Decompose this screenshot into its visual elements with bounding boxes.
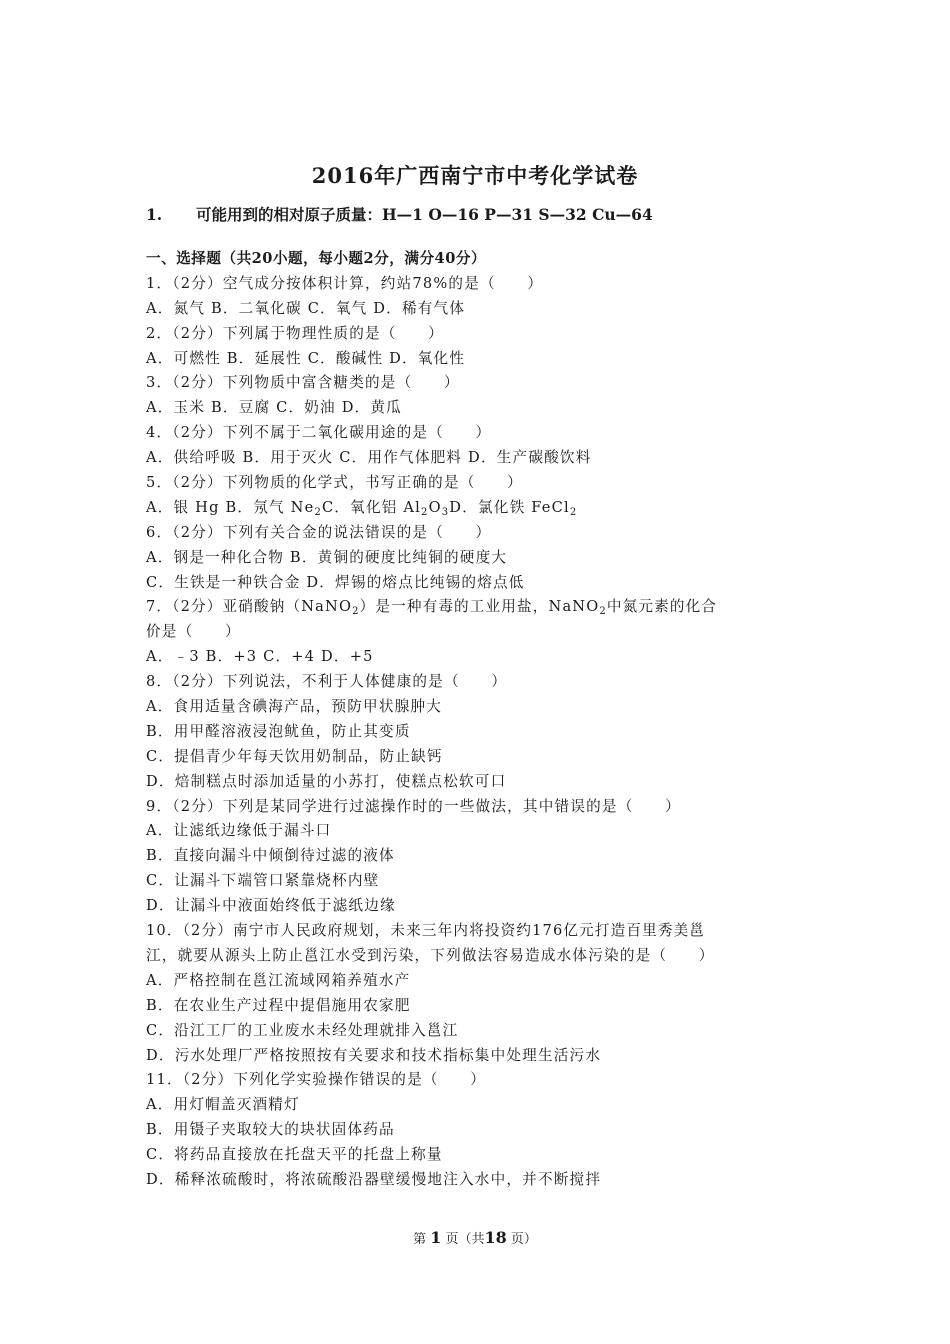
question-11-option-a: A．用灯帽盖灭酒精灯 [146, 1096, 300, 1114]
atomic-mass-number: 1. [146, 205, 163, 224]
footer-prefix: 第 [413, 1232, 427, 1247]
question-3-stem: 3．（2分）下列物质中富含糖类的是（ ） [146, 374, 460, 392]
atomic-mass-line [146, 203, 653, 225]
question-6-stem: 6．（2分）下列有关合金的说法错误的是（ ） [146, 523, 492, 541]
question-6-options-1: A．钢是一种化合物 B．黄铜的硬度比纯铜的硬度大 [146, 548, 508, 566]
question-4-stem: 4．（2分）下列不属于二氧化碳用途的是（ ） [146, 424, 492, 442]
question-10-option-c: C．沿江工厂的工业废水未经处理就排入邕江 [146, 1021, 459, 1039]
question-5-options [146, 496, 806, 521]
question-9-option-c: C．让漏斗下端管口紧靠烧杯内壁 [146, 872, 380, 890]
question-8-stem: 8．（2分）下列说法，不利于人体健康的是（ ） [146, 673, 508, 691]
footer-middle: 页（共 [445, 1232, 485, 1247]
question-9-option-a: A．让滤纸边缘低于漏斗口 [146, 822, 332, 840]
section-heading: 一、选择题（共20小题，每小题2分，满分40分） [146, 250, 487, 267]
question-1-stem: 1．（2分）空气成分按体积计算，约站78%的是（ ） [146, 274, 544, 292]
page-title: 2016年广西南宁市中考化学试卷 [311, 163, 639, 188]
question-5-stem: 5．（2分）下列物质的化学式，书写正确的是（ ） [146, 474, 523, 492]
question-3-options: A．玉米 B．豆腐 C．奶油 D．黄瓜 [146, 399, 402, 417]
question-8-option-d: D．焙制糕点时添加适量的小苏打，使糕点松软可口 [146, 772, 507, 790]
q7-stem-a: 7．（2分）亚硝酸钠（NaNO [146, 598, 353, 616]
question-2-options: A．可燃性 B．延展性 C．酸碱性 D．氧化性 [146, 349, 466, 367]
question-4-options: A．供给呼吸 B．用于灭火 C．用作气体肥料 D．生产碳酸饮料 [146, 449, 592, 467]
q5-option-d: D．氯化铁 FeCl [449, 498, 570, 516]
q5-option-c-o: O [428, 498, 442, 516]
question-content [146, 247, 806, 1193]
question-7-stem-2: 价是（ ） [146, 623, 241, 641]
question-2-stem: 2．（2分）下列属于物理性质的是（ ） [146, 324, 444, 342]
question-7-options: A．﹣3 B．+3 C．+4 D．+5 [146, 648, 374, 666]
question-10-stem-2: 江，就要从源头上防止邕江水受到污染，下列做法容易造成水体污染的是（ ） [146, 946, 715, 964]
question-8-option-b: B．用甲醛溶液浸泡鱿鱼，防止其变质 [146, 722, 411, 740]
question-6-options-2: C．生铁是一种铁合金 D．焊锡的熔点比纯锡的熔点低 [146, 573, 525, 591]
atomic-mass-text: 可能用到的相对原子质量：H—1 O—16 P—31 S—32 Cu—64 [196, 205, 653, 224]
question-7-stem [146, 595, 806, 620]
question-11-option-c: C．将药品直接放在托盘天平的托盘上称量 [146, 1146, 443, 1164]
q5-sub-3: 3 [441, 506, 450, 518]
question-9-option-b: B．直接向漏斗中倾倒待过滤的液体 [146, 847, 395, 865]
footer-suffix: 页） [510, 1232, 537, 1247]
question-10-option-a: A．严格控制在邕江流域网箱养殖水产 [146, 971, 411, 989]
question-8-option-a: A．食用适量含碘海产品，预防甲状腺肿大 [146, 698, 443, 716]
q7-stem-b: ）是一种有毒的工业用盐，NaNO [359, 598, 600, 616]
footer-page-number: 1 [430, 1228, 442, 1247]
question-9-option-d: D．让漏斗中液面始终低于滤纸边缘 [146, 897, 396, 915]
question-10-option-d: D．污水处理厂严格按照按有关要求和技术指标集中处理生活污水 [146, 1046, 602, 1064]
question-1-options: A．氮气 B．二氧化碳 C．氧气 D．稀有气体 [146, 299, 466, 317]
q7-sub-2: 2 [352, 606, 360, 618]
q7-stem-c: 中氮元素的化合 [606, 598, 718, 616]
question-11-stem: 11．（2分）下列化学实验操作错误的是（ ） [146, 1071, 487, 1089]
page-footer [0, 1228, 950, 1247]
question-10-option-b: B．在农业生产过程中提倡施用农家肥 [146, 996, 411, 1014]
question-11-option-d: D．稀释浓硫酸时，将浓硫酸沿器壁缓慢地注入水中，并不断搅拌 [146, 1170, 602, 1188]
question-8-option-c: C．提倡青少年每天饮用奶制品，防止缺钙 [146, 747, 443, 765]
q7-sub-2b: 2 [599, 606, 607, 618]
q5-sub-2b: 2 [421, 506, 429, 518]
question-10-stem-1: 10．（2分）南宁市人民政府规划，未来三年内将投资约176亿元打造百里秀美邕 [146, 922, 706, 940]
q5-option-ab: A．银 Hg B．氖气 Ne [146, 498, 315, 516]
question-11-option-b: B．用镊子夹取较大的块状固体药品 [146, 1121, 395, 1139]
q5-option-c: C．氧化铝 Al [322, 498, 421, 516]
q5-sub-2: 2 [314, 506, 322, 518]
question-9-stem: 9．（2分）下列是某同学进行过滤操作时的一些做法，其中错误的是（ ） [146, 797, 681, 815]
footer-total-pages: 18 [484, 1228, 507, 1247]
q5-sub-2c: 2 [569, 506, 578, 518]
